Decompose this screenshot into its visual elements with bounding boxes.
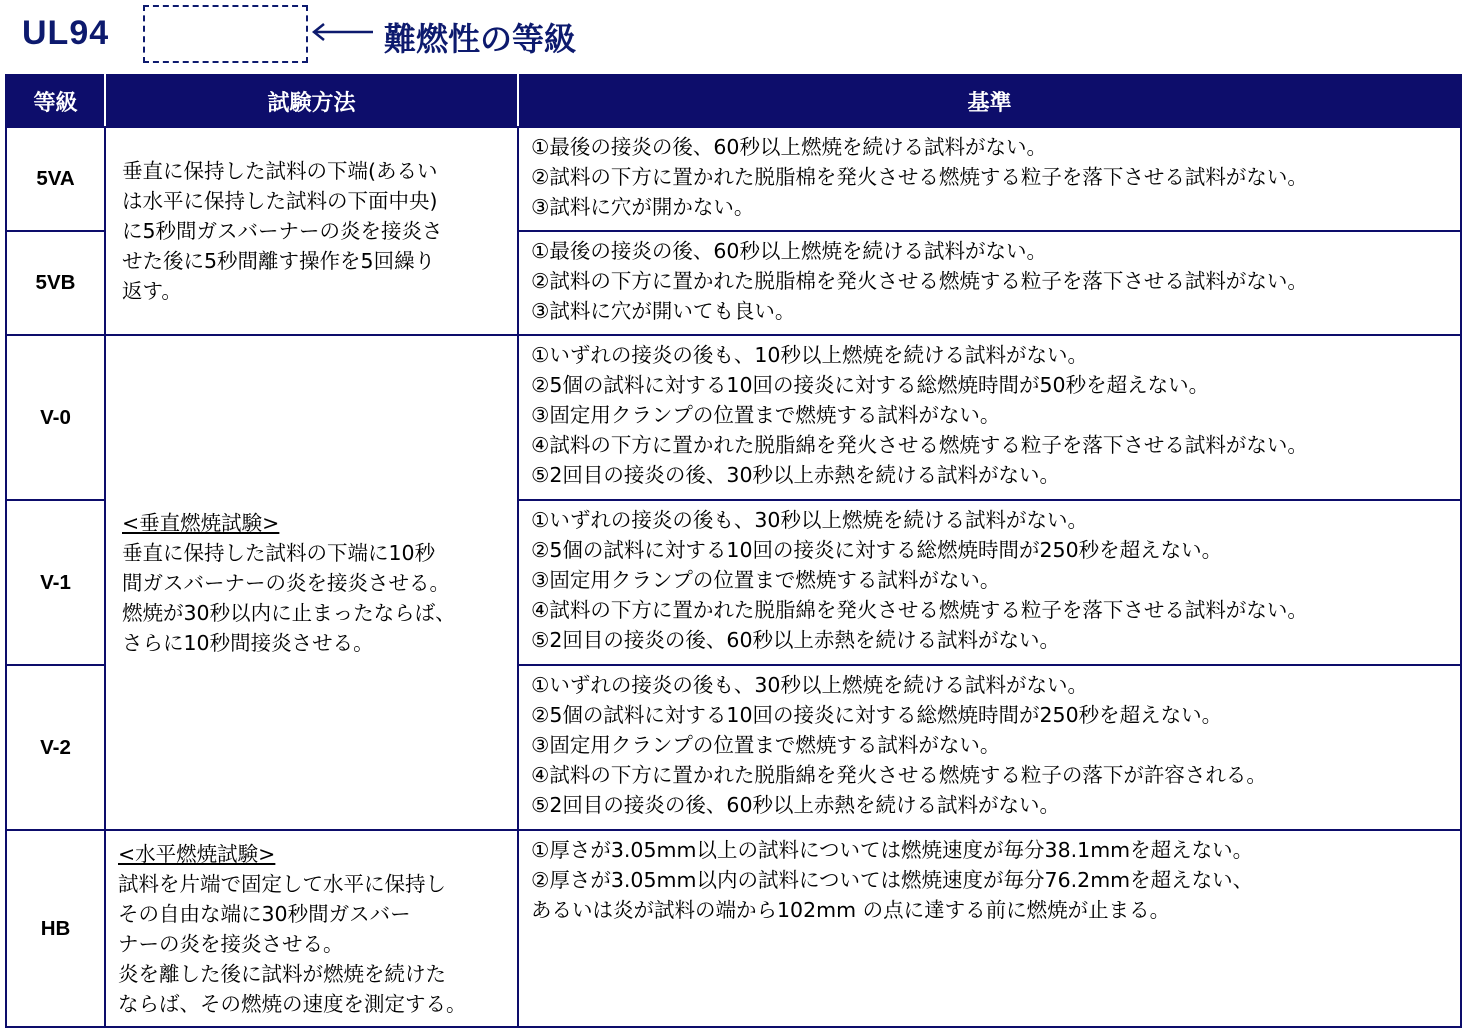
grade-cell: 5VB <box>6 231 105 335</box>
criteria-cell <box>518 231 1461 335</box>
criteria-line: ①最後の接炎の後、60秒以上燃焼を続ける試料がない。 <box>531 239 1047 263</box>
column-header-grade: 等級 <box>6 75 105 127</box>
method-line: に5秒間ガスバーナーの炎を接炎さ <box>122 219 443 243</box>
criteria-line: ②5個の試料に対する10回の接炎に対する総燃焼時間が250秒を超えない。 <box>531 538 1223 562</box>
method-line: 垂直に保持した試料の下端(あるい <box>122 159 438 183</box>
method-line: ナーの炎を接炎させる。 <box>118 931 344 956</box>
criteria-line: ①いずれの接炎の後も、30秒以上燃焼を続ける試料がない。 <box>531 673 1088 697</box>
criteria-line: ②5個の試料に対する10回の接炎に対する総燃焼時間が250秒を超えない。 <box>531 703 1223 727</box>
method-line: は水平に保持した試料の下面中央) <box>122 189 438 213</box>
grade-cell: V-1 <box>6 500 105 665</box>
criteria-line: ②試料の下方に置かれた脱脂棉を発火させる燃焼する粒子を落下させる試料がない。 <box>531 269 1308 293</box>
table-header-row <box>6 75 1461 127</box>
method-heading: <垂直燃焼試験> <box>122 510 280 535</box>
table-row <box>6 335 1461 500</box>
method-line: 炎を離した後に試料が燃焼を続けた <box>118 961 446 986</box>
criteria-cell <box>518 665 1461 830</box>
criteria-line: ②厚さが3.05mm以内の試料については燃焼速度が毎分76.2mmを超えない、 <box>531 868 1254 892</box>
criteria-cell <box>518 127 1461 231</box>
method-heading: <水平燃焼試験> <box>118 841 276 866</box>
method-line: 燃焼が30秒以内に止まったならば、 <box>122 600 456 625</box>
criteria-cell <box>518 500 1461 665</box>
criteria-line: ②5個の試料に対する10回の接炎に対する総燃焼時間が50秒を超えない。 <box>531 373 1210 397</box>
criteria-line: ⑤2回目の接炎の後、30秒以上赤熱を続ける試料がない。 <box>531 463 1061 487</box>
criteria-line: ④試料の下方に置かれた脱脂綿を発火させる燃焼する粒子を落下させる試料がない。 <box>531 598 1308 622</box>
grade-cell: HB <box>6 830 105 1027</box>
criteria-line: ③固定用クランプの位置まで燃焼する試料がない。 <box>531 568 1001 592</box>
criteria-line: ①いずれの接炎の後も、10秒以上燃焼を続ける試料がない。 <box>531 343 1088 367</box>
method-line: 間ガスバーナーの炎を接炎させる。 <box>122 570 450 595</box>
left-arrow-icon <box>311 22 375 42</box>
grade-placeholder-box <box>143 5 308 63</box>
criteria-line: ③固定用クランプの位置まで燃焼する試料がない。 <box>531 733 1001 757</box>
criteria-line: ②試料の下方に置かれた脱脂棉を発火させる燃焼する粒子を落下させる試料がない。 <box>531 165 1308 189</box>
column-header-criteria: 基準 <box>518 75 1461 127</box>
annotation-label: 難燃性の等級 <box>384 20 577 58</box>
method-cell-vertical <box>105 335 518 830</box>
method-line: ならば、その燃焼の速度を測定する。 <box>118 991 467 1016</box>
criteria-line: ④試料の下方に置かれた脱脂綿を発火させる燃焼する粒子の落下が許容される。 <box>531 763 1267 787</box>
flammability-grade-table <box>5 74 1462 1028</box>
criteria-cell <box>518 830 1461 1027</box>
method-line: その自由な端に30秒間ガスバー <box>118 901 411 926</box>
table-row <box>6 127 1461 231</box>
column-header-method: 試験方法 <box>105 75 518 127</box>
title-row <box>0 0 1463 72</box>
criteria-line: ①厚さが3.05mm以上の試料については燃焼速度が毎分38.1mmを超えない。 <box>531 838 1254 862</box>
grade-cell: V-0 <box>6 335 105 500</box>
method-cell-5v <box>105 127 518 335</box>
grade-cell: 5VA <box>6 127 105 231</box>
criteria-line: ③試料に穴が開いても良い。 <box>531 299 796 323</box>
criteria-line: ①いずれの接炎の後も、30秒以上燃焼を続ける試料がない。 <box>531 508 1088 532</box>
criteria-line: ⑤2回目の接炎の後、60秒以上赤熱を続ける試料がない。 <box>531 793 1061 817</box>
standard-code: UL94 <box>22 14 110 52</box>
method-line: 試料を片端で固定して水平に保持し <box>118 871 446 896</box>
criteria-line: ③固定用クランプの位置まで燃焼する試料がない。 <box>531 403 1001 427</box>
grade-cell: V-2 <box>6 665 105 830</box>
method-line: さらに10秒間接炎させる。 <box>122 630 374 655</box>
method-line: 返す。 <box>122 279 182 303</box>
table-row <box>6 830 1461 1027</box>
method-line: 垂直に保持した試料の下端に10秒 <box>122 540 436 565</box>
method-line: せた後に5秒間離す操作を5回繰り <box>122 249 436 273</box>
method-cell-horizontal <box>105 830 518 1027</box>
criteria-line: ⑤2回目の接炎の後、60秒以上赤熱を続ける試料がない。 <box>531 628 1061 652</box>
criteria-line: ③試料に穴が開かない。 <box>531 195 755 219</box>
criteria-line: ④試料の下方に置かれた脱脂綿を発火させる燃焼する粒子を落下させる試料がない。 <box>531 433 1308 457</box>
criteria-line: ①最後の接炎の後、60秒以上燃焼を続ける試料がない。 <box>531 135 1047 159</box>
criteria-cell <box>518 335 1461 500</box>
criteria-line: あるいは炎が試料の端から102mm の点に達する前に燃焼が止まる。 <box>531 898 1171 922</box>
